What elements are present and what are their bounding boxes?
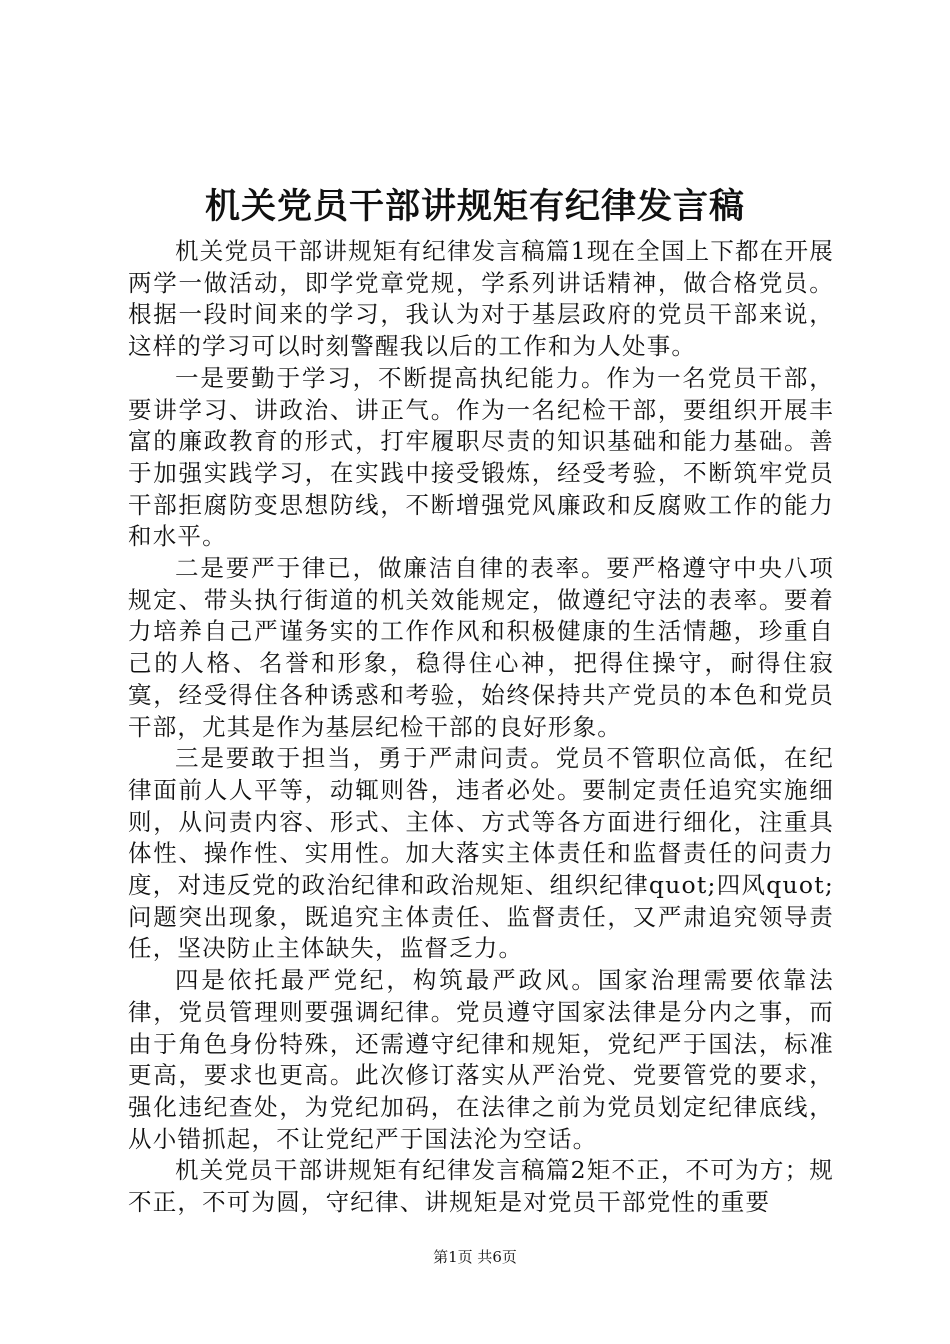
paragraph-3: 二是要严于律已，做廉洁自律的表率。要严格遵守中央八项规定、带头执行街道的机关效能规定，做遵纪守法的表率。要着力培养自己严谨务实的工作作风和积极健康的生活情趣，珍重自己的人格、名誉和形象，稳得住心神，把得住操守，耐得住寂寞，经受得住各种诱惑和考验，始终保持共产党员的本色和党员干部，尤其是作为基层纪检干部的良好形象。 bbox=[128, 554, 834, 741]
document-title: 机关党员干部讲规矩有纪律发言稿 bbox=[204, 186, 745, 227]
paragraph-6: 机关党员干部讲规矩有纪律发言稿篇2矩不正，不可为方；规不正，不可为圆，守纪律、讲规矩是对党员干部党性的重要 bbox=[128, 1156, 834, 1217]
paragraph-5: 四是依托最严党纪，构筑最严政风。国家治理需要依靠法律，党员管理则要强调纪律。党员遵守国家法律是分内之事，而由于角色身份特殊，还需遵守纪律和规矩，党纪严于国法，标准更高，要求也更高。此次修订落实从严治党、党要管党的要求，强化违纪查处，为党纪加码，在法律之前为党员划定纪律底线，从小错抓起，不让党纪严于国法沦为空话。 bbox=[128, 966, 834, 1153]
page-footer: 第1页 共6页 bbox=[433, 1248, 517, 1266]
paragraph-2: 一是要勤于学习，不断提高执纪能力。作为一名党员干部，要讲学习、讲政治、讲正气。作为一名纪检干部，要组织开展丰富的廉政教育的形式，打牢履职尽责的知识基础和能力基础。善于加强实践学习，在实践中接受锻炼，经受考验，不断筑牢党员干部拒腐防变思想防线，不断增强党风廉政和反腐败工作的能力和水平。 bbox=[128, 363, 834, 551]
paragraph-1: 机关党员干部讲规矩有纪律发言稿篇1现在全国上下都在开展两学一做活动，即学党章党规，学系列讲话精神，做合格党员。根据一段时间来的学习，我认为对于基层政府的党员干部来说，这样的学习可以时刻警醒我以后的工作和为人处事。 bbox=[128, 237, 834, 361]
document-body bbox=[128, 236, 834, 1219]
paragraph-4: 三是要敢于担当，勇于严肃问责。党员不管职位高低，在纪律面前人人平等，动辄则咎，违者必处。要制定责任追究实施细则，从问责内容、形式、主体、方式等各方面进行细化，注重具体性、操作性、实用性。加大落实主体责任和监督责任的问责力度，对违反党的政治纪律和政治规矩、组织纪律quot;四风quot;问题突出现象，既追究主体责任、监督责任，又严肃追究领导责任，坚决防止主体缺失，监督乏力。 bbox=[128, 744, 834, 963]
